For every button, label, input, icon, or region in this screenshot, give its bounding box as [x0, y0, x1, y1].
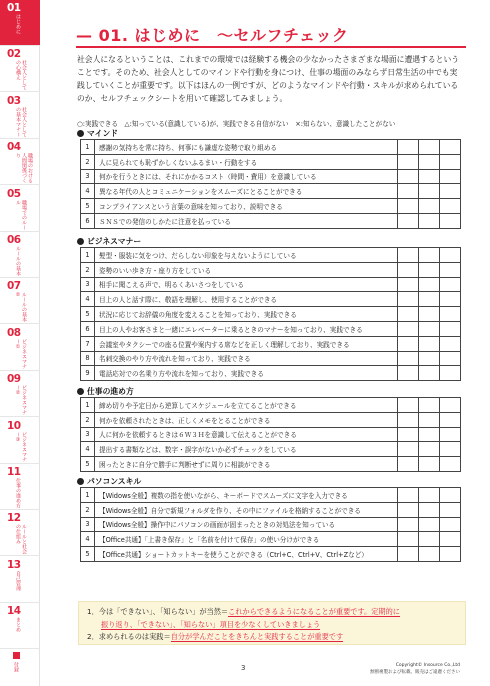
note-1-emphasis: これからできるようになることが重要です。定期的に — [228, 607, 400, 616]
appendix-marker-icon — [13, 652, 20, 659]
item-text: 髪型・服装に気をつけ、だらしない印象を与えないようにしている — [95, 248, 398, 263]
check-box-1[interactable] — [398, 488, 419, 503]
chapter-number: 12 — [7, 512, 21, 525]
chapter-number: 02 — [7, 48, 21, 61]
chapter-number: 09 — [7, 373, 21, 386]
chapter-label: 自己管理 — [15, 570, 21, 591]
check-box-1[interactable] — [398, 307, 419, 322]
check-box-3[interactable] — [440, 427, 461, 442]
checklist-row — [81, 457, 461, 472]
check-box-3[interactable] — [440, 532, 461, 547]
checklist-row — [81, 366, 461, 381]
check-box-3[interactable] — [440, 154, 461, 169]
copyright-line-2: 無断複製および転載、販売はご遠慮ください — [370, 669, 460, 675]
sidebar-chapter-04[interactable] — [0, 139, 40, 185]
section-title-business-manner: ビジネスマナー — [77, 236, 141, 247]
sidebar-chapter-07[interactable] — [0, 278, 40, 324]
checklist-row — [81, 351, 461, 366]
check-box-3[interactable] — [440, 488, 461, 503]
item-text: コンプライアンスという言葉の意味を知っており、説明できる — [95, 199, 398, 214]
item-text: 状況に応じてお辞儀の角度を変えることを知っており、実践できる — [95, 307, 398, 322]
item-number: 4 — [81, 532, 95, 547]
check-box-2[interactable] — [419, 154, 440, 169]
check-box-3[interactable] — [440, 307, 461, 322]
item-number: 5 — [81, 307, 95, 322]
section-title-mind: マインド — [77, 128, 118, 139]
check-box-1[interactable] — [398, 169, 419, 184]
check-box-2[interactable] — [419, 517, 440, 532]
check-box-2[interactable] — [419, 199, 440, 214]
check-box-2[interactable] — [419, 502, 440, 517]
item-number: 1 — [81, 140, 95, 155]
item-text: 電話応対での名乗り方や流れを知っており、実践できる — [95, 366, 398, 381]
item-number: 4 — [81, 442, 95, 457]
chapter-sidebar — [0, 0, 40, 686]
item-text: 目上の人やお客さまと一緒にエレベーターに乗るときのマナーを知っており、実践できる — [95, 321, 398, 336]
check-box-3[interactable] — [440, 412, 461, 427]
sidebar-chapter-02[interactable] — [0, 46, 40, 92]
check-box-3[interactable] — [440, 262, 461, 277]
checklist-row — [81, 154, 461, 169]
check-box-1[interactable] — [398, 457, 419, 472]
item-number: 6 — [81, 321, 95, 336]
check-box-2[interactable] — [419, 547, 440, 562]
checklist-row — [81, 488, 461, 503]
sidebar-chapter-09[interactable] — [0, 371, 40, 417]
item-text: 提出する書類などは、数字・誤字がないか必ずチェックをしている — [95, 442, 398, 457]
chapter-number: 06 — [7, 234, 21, 246]
checklist-row — [81, 398, 461, 413]
check-box-2[interactable] — [419, 442, 440, 457]
check-box-3[interactable] — [440, 321, 461, 336]
chapter-label: まとめ — [15, 617, 21, 633]
checklist-pc-skill — [80, 487, 461, 562]
item-text: 締め切りや予定日から逆算してスケジュールを立てることができる — [95, 398, 398, 413]
check-box-3[interactable] — [440, 140, 461, 155]
sidebar-chapter-05[interactable] — [0, 186, 40, 232]
item-number: 1 — [81, 488, 95, 503]
check-box-1[interactable] — [398, 442, 419, 457]
checklist-row — [81, 427, 461, 442]
page-number: 3 — [241, 664, 246, 672]
check-box-3[interactable] — [440, 502, 461, 517]
check-box-1[interactable] — [398, 199, 419, 214]
item-text: 異なる年代の人とコミュニケーションをスムーズにとることができる — [95, 184, 398, 199]
check-box-1[interactable] — [398, 427, 419, 442]
check-box-3[interactable] — [440, 442, 461, 457]
chapter-number: 13 — [7, 558, 21, 571]
check-box-1[interactable] — [398, 366, 419, 381]
chapter-label: 仕事の進め方 — [15, 478, 21, 508]
chapter-number: 10 — [7, 419, 21, 432]
item-number: 2 — [81, 262, 95, 277]
check-box-3[interactable] — [440, 366, 461, 381]
section-title-pc-skill: パソコンスキル — [77, 476, 141, 487]
note-1-lead: 1．今は「できない」、「知らない」が当然＝ — [87, 607, 229, 616]
appendix-label: 付録 — [13, 662, 19, 672]
check-box-1[interactable] — [398, 502, 419, 517]
sidebar-chapter-08[interactable] — [0, 325, 40, 371]
item-text: 何かを行うときには、それにかかるコスト（時間・費用）を意識している — [95, 169, 398, 184]
bullet-icon — [77, 388, 84, 395]
page-title: — 01. はじめに ～セルフチェック — [76, 26, 349, 45]
note-2-lead: 2．求められるのは実践＝ — [87, 632, 171, 641]
check-box-3[interactable] — [440, 184, 461, 199]
chapter-number: 14 — [7, 605, 21, 618]
check-box-2[interactable] — [419, 292, 440, 307]
item-number: 6 — [81, 213, 95, 228]
bullet-icon — [77, 130, 84, 137]
check-box-3[interactable] — [440, 277, 461, 292]
check-box-1[interactable] — [398, 184, 419, 199]
checklist-row — [81, 517, 461, 532]
check-box-3[interactable] — [440, 336, 461, 351]
item-number: 7 — [81, 336, 95, 351]
intro-paragraph: 社会人になるということは、これまでの環境では経験する機会の少なかったさまざまな場面に遭遇するということです。そのため、社会人としてのマインドや行動を身につけ、仕事の場面のみならず日常生活の中でも実践していくことが重要です。以下はほんの一例ですが、どのようなマインドや行動・スキルが求められているのか、セルフチェックシートを用いて確認してみましょう。 — [77, 55, 460, 103]
checklist-row — [81, 307, 461, 322]
appendix-tab[interactable] — [13, 652, 25, 680]
check-box-1[interactable] — [398, 154, 419, 169]
check-box-1[interactable] — [398, 412, 419, 427]
item-text: 会議室やタクシーでの座る位置や案内する席などを正しく理解しており、実践できる — [95, 336, 398, 351]
item-number: 2 — [81, 412, 95, 427]
item-number: 4 — [81, 292, 95, 307]
copyright-line-1: Copyright© Insource Co.,Ltd — [395, 663, 460, 668]
check-box-1[interactable] — [398, 532, 419, 547]
checklist-business-manner — [80, 247, 461, 381]
sidebar-chapter-14[interactable] — [0, 603, 40, 649]
checklist-row — [81, 532, 461, 547]
item-text: 姿勢のいい歩き方・座り方をしている — [95, 262, 398, 277]
sidebar-chapter-01[interactable] — [0, 0, 40, 46]
checklist-row — [81, 412, 461, 427]
check-box-2[interactable] — [419, 213, 440, 228]
check-box-2[interactable] — [419, 398, 440, 413]
check-box-3[interactable] — [440, 292, 461, 307]
chapter-label: ルールの基本 — [15, 246, 21, 276]
item-text: 何かを依頼されたときは、正しくメモをとることができる — [95, 412, 398, 427]
section-title-work-progress: 仕事の進め方 — [77, 386, 134, 397]
check-box-2[interactable] — [419, 262, 440, 277]
chapter-label: ルールと社会の仕組み — [15, 524, 27, 555]
chapter-label: ビジネスマナー③ — [15, 431, 27, 462]
item-text: 【Office共通】ショートカットキーを使うことができる（Ctrl+C、Ctrl+V、Ctrl+Zなど） — [95, 547, 398, 562]
check-box-1[interactable] — [398, 262, 419, 277]
checklist-row — [81, 547, 461, 562]
item-text: 【Office共通】「上書き保存」と「名前を付けて保存」の使い分けができる — [95, 532, 398, 547]
check-box-3[interactable] — [440, 398, 461, 413]
check-box-1[interactable] — [398, 321, 419, 336]
check-box-2[interactable] — [419, 488, 440, 503]
check-box-3[interactable] — [440, 547, 461, 562]
item-number: 5 — [81, 199, 95, 214]
chapter-label: ビジネスマナー② — [15, 385, 27, 416]
checklist-row — [81, 442, 461, 457]
chapter-number: 08 — [7, 326, 21, 339]
chapter-number: 11 — [7, 466, 21, 478]
chapter-label: はじめに — [15, 14, 21, 34]
check-box-2[interactable] — [419, 184, 440, 199]
chapter-number: 07 — [7, 280, 21, 293]
item-number: 9 — [81, 366, 95, 381]
item-number: 1 — [81, 398, 95, 413]
item-number: 3 — [81, 517, 95, 532]
check-box-3[interactable] — [440, 213, 461, 228]
bullet-icon — [77, 478, 84, 485]
chapter-number: 01 — [7, 2, 21, 14]
item-number: 1 — [81, 248, 95, 263]
check-box-2[interactable] — [419, 351, 440, 366]
chapter-label: ビジネスマナー① — [15, 338, 27, 369]
item-text: 【Widows全般】複数の指を使いながら、キーボードでスムーズに文字を入力できる — [95, 488, 398, 503]
check-box-1[interactable] — [398, 517, 419, 532]
sidebar-chapter-10[interactable] — [0, 418, 40, 464]
check-box-1[interactable] — [398, 277, 419, 292]
checklist-row — [81, 321, 461, 336]
item-text: 【Widows全般】自分で新規フォルダを作り、その中にファイルを格納することができる — [95, 502, 398, 517]
checklist-row — [81, 502, 461, 517]
check-box-2[interactable] — [419, 412, 440, 427]
check-box-2[interactable] — [419, 321, 440, 336]
check-box-1[interactable] — [398, 398, 419, 413]
sidebar-chapter-03[interactable] — [0, 93, 40, 139]
chapter-label: 社会人としての基本マナー — [15, 106, 27, 137]
checklist-row — [81, 140, 461, 155]
bullet-icon — [77, 238, 84, 245]
checklist-row — [81, 277, 461, 292]
chapter-number: 04 — [7, 141, 21, 154]
check-box-2[interactable] — [419, 277, 440, 292]
sidebar-chapter-06[interactable] — [0, 232, 40, 278]
check-box-2[interactable] — [419, 457, 440, 472]
check-box-1[interactable] — [398, 336, 419, 351]
checklist-work-progress — [80, 397, 461, 472]
check-box-3[interactable] — [440, 351, 461, 366]
item-text: 感謝の気持ちを常に持ち、何事にも謙虚な姿勢で取り組める — [95, 140, 398, 155]
check-box-2[interactable] — [419, 366, 440, 381]
check-box-1[interactable] — [398, 351, 419, 366]
check-box-2[interactable] — [419, 532, 440, 547]
check-box-2[interactable] — [419, 307, 440, 322]
check-box-2[interactable] — [419, 427, 440, 442]
sidebar-chapter-13[interactable] — [0, 557, 40, 603]
item-text: 相手に聞こえる声で、明るくあいさつをしている — [95, 277, 398, 292]
checklist-row — [81, 336, 461, 351]
item-text: ＳＮＳでの発信のしかたに注意を払っている — [95, 213, 398, 228]
summary-notes — [78, 601, 466, 645]
check-box-1[interactable] — [398, 547, 419, 562]
sidebar-chapter-11[interactable] — [0, 464, 40, 510]
item-number: 4 — [81, 184, 95, 199]
check-box-3[interactable] — [440, 517, 461, 532]
item-text: 人に見られても恥ずかしくないふるまい・行動をする — [95, 154, 398, 169]
item-number: 2 — [81, 502, 95, 517]
item-text: 【Widows全般】操作中にパソコンの画面が固まったときの対処法を知っている — [95, 517, 398, 532]
checklist-row — [81, 248, 461, 263]
check-box-3[interactable] — [440, 169, 461, 184]
chapter-label: ルールの基本② — [15, 292, 27, 323]
check-box-2[interactable] — [419, 248, 440, 263]
sidebar-chapter-12[interactable] — [0, 510, 40, 556]
check-box-1[interactable] — [398, 213, 419, 228]
item-text: 名刺交換のやり方や流れを知っており、実践できる — [95, 351, 398, 366]
item-number: 5 — [81, 547, 95, 562]
title-underline — [76, 46, 466, 48]
check-box-2[interactable] — [419, 336, 440, 351]
item-text: 目上の人と話す際に、敬語を理解し、使用することができる — [95, 292, 398, 307]
chapter-label: 職場のおける人間関係づくり — [15, 153, 33, 184]
check-box-2[interactable] — [419, 169, 440, 184]
checklist-row — [81, 184, 461, 199]
legend-text: ○:実践できる △:知っている(意識している)が、実践できる自信がない ×:知らない、意識したことがない — [77, 120, 396, 128]
item-number: 5 — [81, 457, 95, 472]
check-box-1[interactable] — [398, 248, 419, 263]
check-box-3[interactable] — [440, 248, 461, 263]
check-box-3[interactable] — [440, 457, 461, 472]
item-number: 3 — [81, 427, 95, 442]
checklist-row — [81, 262, 461, 277]
chapter-label: 職場でのルール — [15, 199, 27, 230]
checklist-row — [81, 199, 461, 214]
check-box-3[interactable] — [440, 199, 461, 214]
check-box-1[interactable] — [398, 140, 419, 155]
check-box-1[interactable] — [398, 292, 419, 307]
checklist-row — [81, 213, 461, 228]
item-number: 8 — [81, 351, 95, 366]
item-text: 困ったときに自分で勝手に判断せずに周りに相談ができる — [95, 457, 398, 472]
item-number: 3 — [81, 277, 95, 292]
note-1-emphasis-cont: 振り返り、「できない」、「知らない」項目を少なくしていきましょう — [101, 619, 321, 629]
chapter-label: 社会人としての心構え — [15, 60, 27, 91]
chapter-number: 05 — [7, 187, 21, 200]
copyright — [370, 663, 460, 676]
checklist-mind — [80, 139, 461, 229]
check-box-2[interactable] — [419, 140, 440, 155]
checklist-row — [81, 292, 461, 307]
item-number: 2 — [81, 154, 95, 169]
item-number: 3 — [81, 169, 95, 184]
checklist-row — [81, 169, 461, 184]
item-text: 人に何かを依頼するときは６Ｗ３Ｈを意識して伝えることができる — [95, 427, 398, 442]
note-2-emphasis: 自分が学んだことをきちんと実践することが重要です — [170, 632, 344, 641]
chapter-number: 03 — [7, 94, 21, 107]
